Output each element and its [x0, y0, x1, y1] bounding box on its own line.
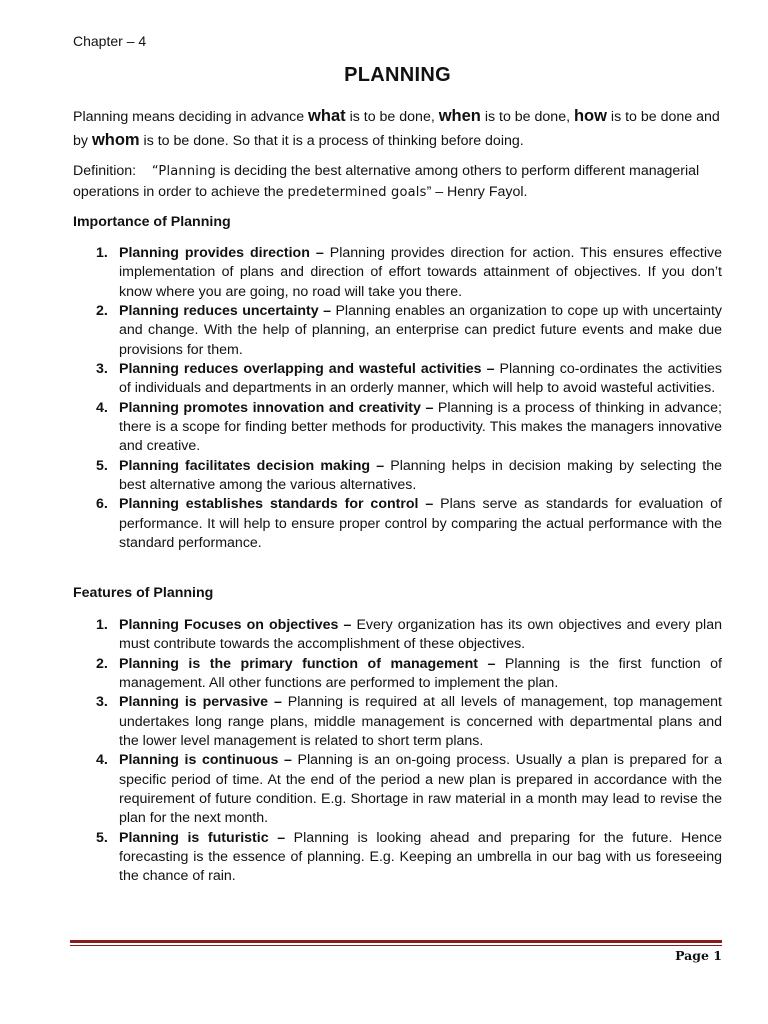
chapter-label: Chapter – 4	[73, 33, 147, 49]
list-item: 1. Planning Focuses on objectives – Every organization has its own objectives and every plan must contribute towards the accomplishment of these objectives.	[96, 617, 722, 653]
list-item: 5. Planning is futuristic – Planning is looking ahead and preparing for the future. Hence forecasting is the essence of planning. E.g. Keeping an umbrella in our bag with us foreseeing the chance of rain.	[96, 829, 722, 885]
list-item: 5. Planning facilitates decision making – Planning helps in decision making by selecting the best alternative among the various alternatives.	[96, 457, 723, 494]
list-item: 3. Planning is pervasive – Planning is required at all levels of management, top management undertakes long range plans, middle management is concerned with departmental plans and the lower level management is related to short term plans.	[96, 694, 722, 750]
intro-paragraph: Planning means deciding in advance what is to be done, when is to be done, how is to be done and by whom is to be done. So that it is a process of thinking before doing.	[73, 107, 720, 149]
list-item: 2. Planning reduces uncertainty – Planning enables an organization to cope up with uncertainty and change. With the help of planning, an enterprise can predict future events and make due provisions for them.	[96, 303, 722, 358]
page-number: Page 1	[675, 948, 722, 963]
keyword-what: what	[308, 107, 346, 125]
keyword-when: when	[438, 107, 481, 125]
list-item: 4. Planning promotes innovation and creativity – Planning is a process of thinking in advance; there is a scope for finding better methods for productivity. This makes the managers innovative and creative.	[96, 399, 722, 455]
features-heading: Features of Planning	[73, 585, 214, 601]
keyword-whom: whom	[91, 131, 140, 149]
list-item: 4. Planning is continuous – Planning is an on-going process. Usually a plan is prepared for a specific period of time. At the end of the period a new plan is prepared in accordance with the requirement of future condition. E.g. Shortage in raw material in a month may lead to revise the plan for the next month.	[96, 752, 722, 827]
list-item: 1. Planning provides direction – Planning provides direction for action. This ensures effective implementation of plans and direction of effort towards attainment of objectives. If you don’t know where you are going, no road will take you there.	[96, 245, 722, 300]
features-list	[73, 616, 722, 887]
page-title: PLANNING	[344, 64, 451, 86]
definition-paragraph: Definition: “Planning is deciding the best alternative among others to perform different managerial operations in order to achieve the predetermined goals” – Henry Fayol.	[73, 163, 700, 200]
definition-label: Definition:	[73, 163, 137, 179]
list-item: 2. Planning is the primary function of management – Planning is the first function of management. All other functions are performed to implement the plan.	[96, 655, 722, 692]
list-item: 3. Planning reduces overlapping and wasteful activities – Planning co-ordinates the activities of individuals and departments in an orderly manner, which will help to avoid wasteful activities.	[96, 361, 722, 397]
keyword-how: how	[573, 107, 607, 125]
footer-rule-thin	[70, 945, 722, 946]
footer-rule	[70, 940, 722, 943]
list-item: 6. Planning establishes standards for control – Plans serve as standards for evaluation of performance. It will help to ensure proper control by comparing the actual performance with the standard performance.	[96, 496, 722, 552]
importance-list	[73, 244, 722, 554]
importance-heading: Importance of Planning	[73, 214, 231, 230]
